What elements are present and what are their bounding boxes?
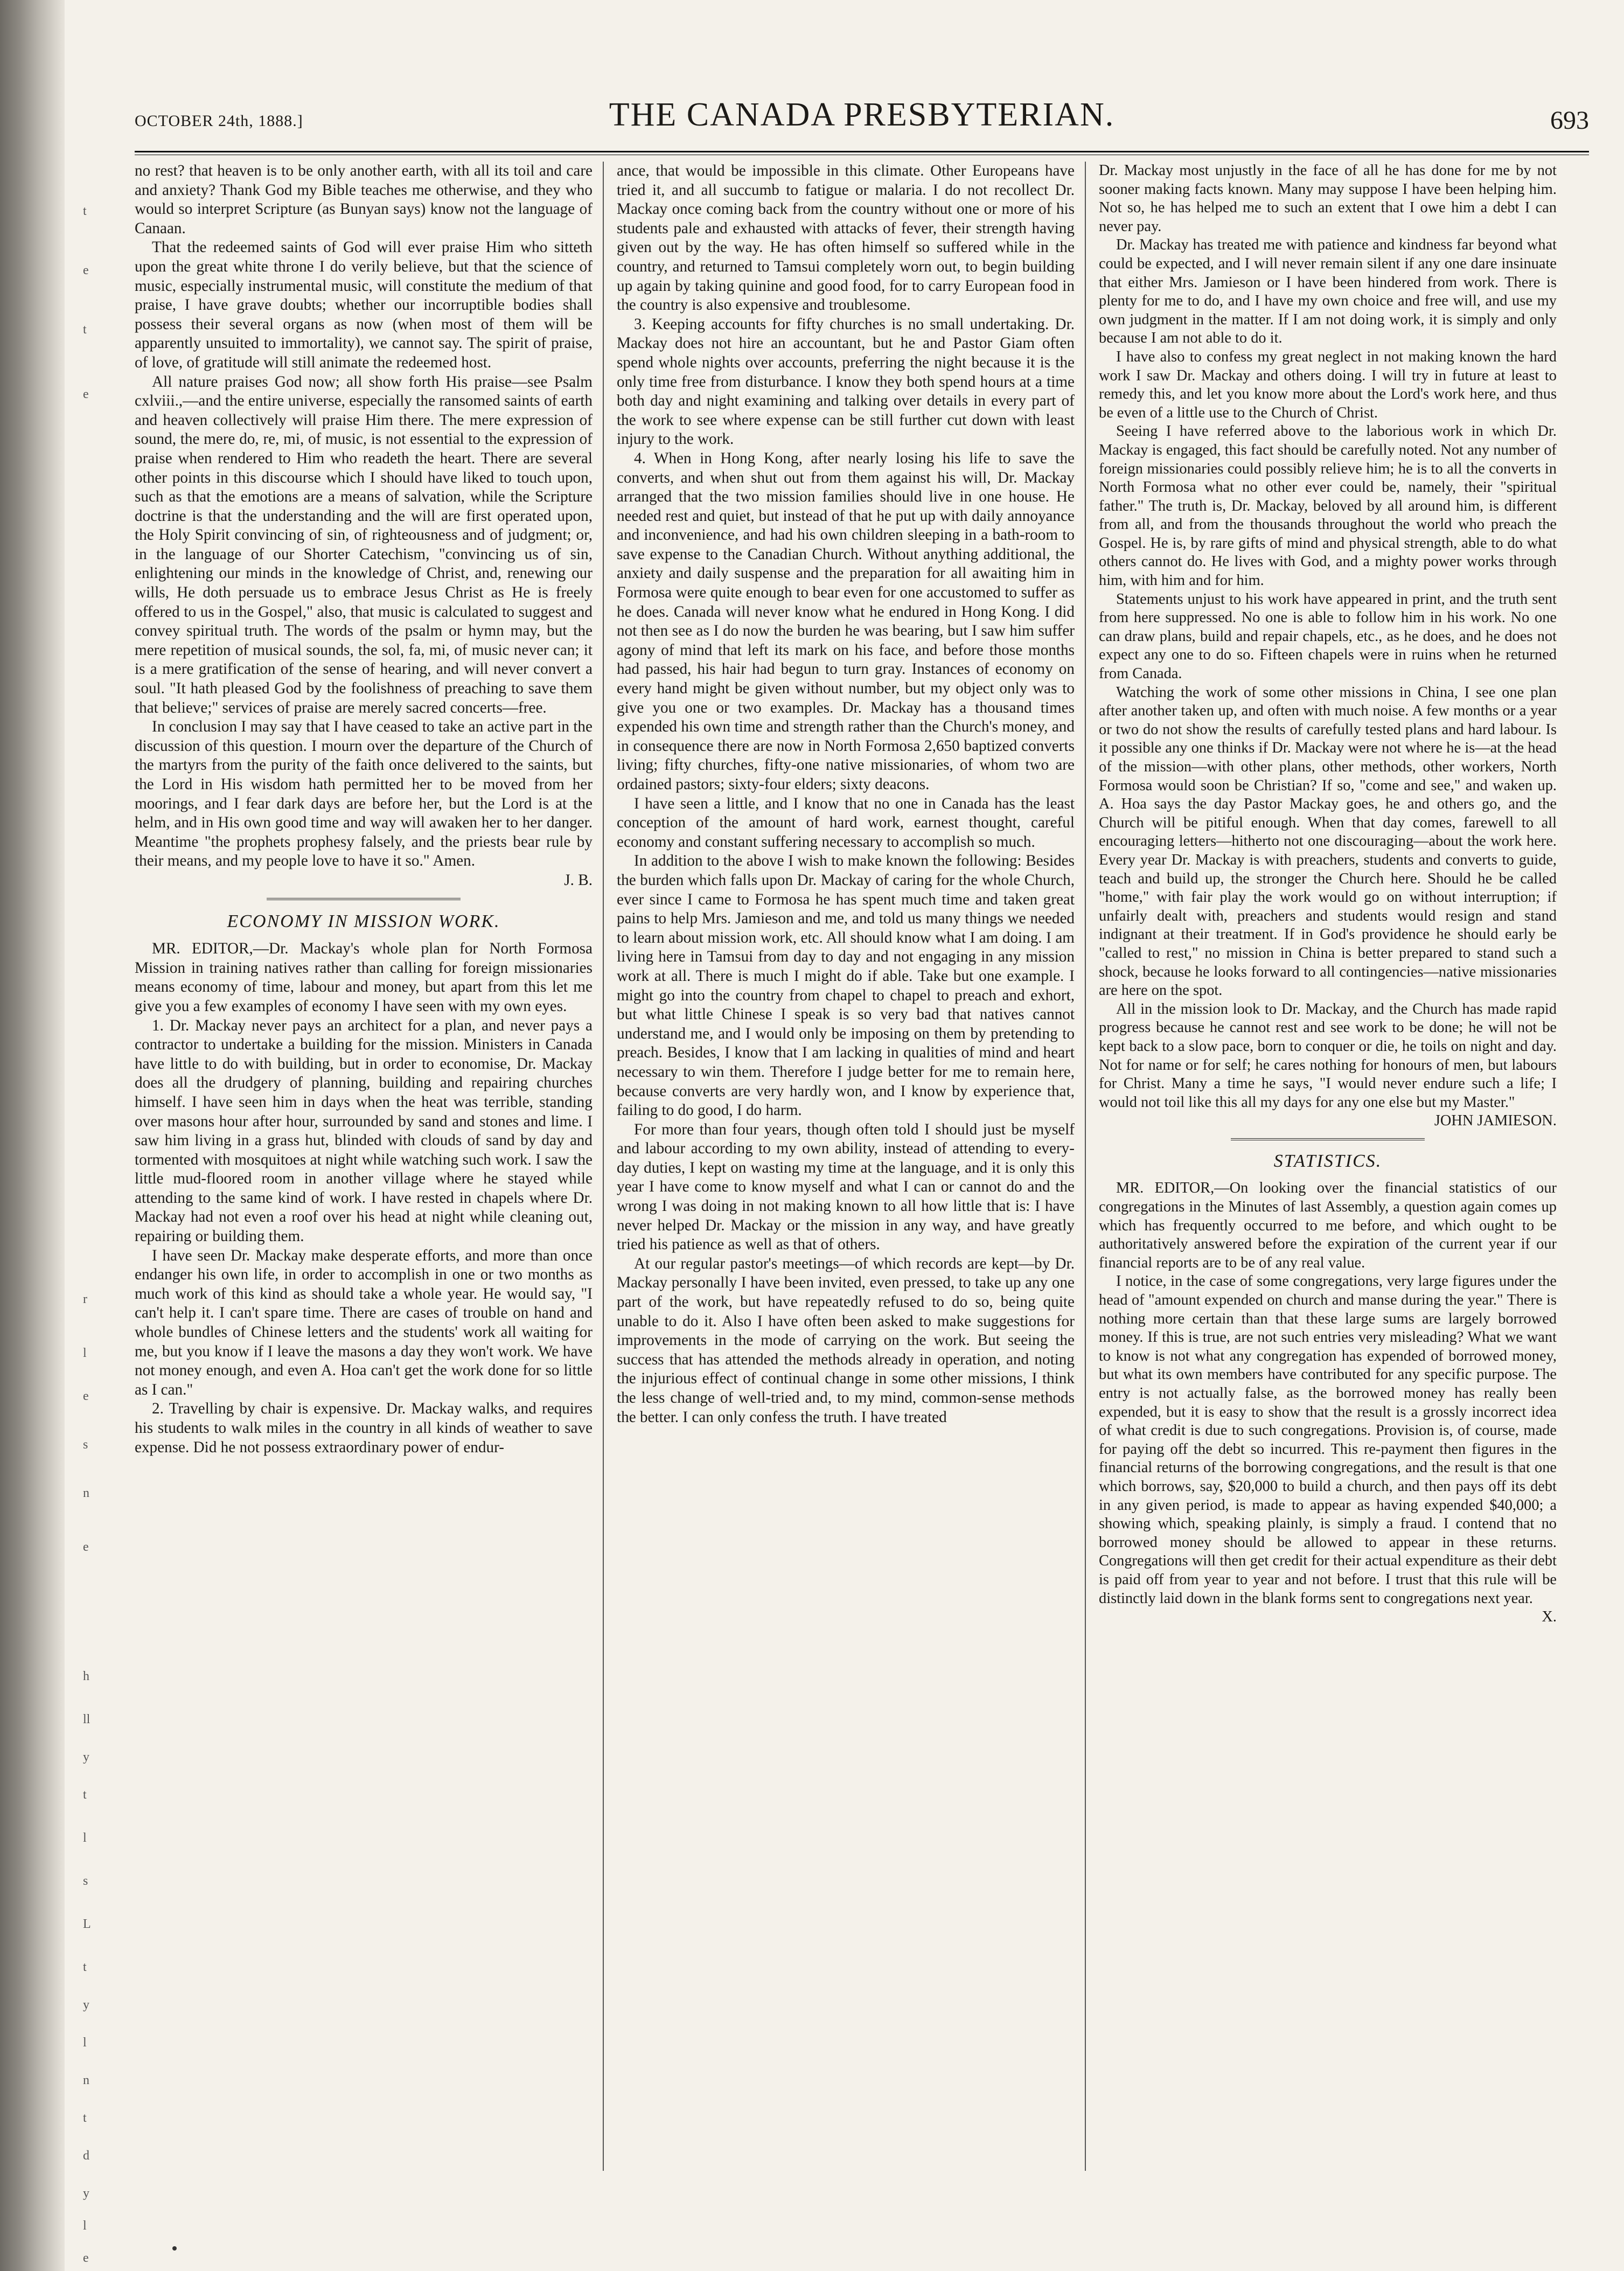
section-rule [267,898,461,900]
page-binding-edge [0,0,65,2271]
column-1 [135,162,593,2176]
paragraph: no rest? that heaven is to be only another earth, with all its toil and care and anxiety? Thank God my Bible teaches me otherwise, and they who would so interpret Scripture (as Bunyan says) know not the language of Canaan. [135,162,593,237]
paragraph: For more than four years, though often told I should just be myself and labour according to my own ability, instead of attending to every-day duties, I kept on wasting my time at the language, and it is only this year I have come to know myself and what I can or cannot do and the wrong I was doing in not making known to all how little that is: I have never helped Dr. Mackay or the mission in any way, and have greatly tried his patience as well as that of others. [617,1120,1075,1253]
issue-date: OCTOBER 24th, 1888.] [135,112,303,130]
margin-letter: d [83,2149,89,2163]
paragraph: In conclusion I may say that I have ceased to take an active part in the discussion of this question. I mourn over the departure of the Church of the martyrs from the purity of the faith once delivered to the saints, but the Lord in His wisdom hath permitted her to be moved from her moorings, and I fear dark days are before her, but the Lord is at the helm, and in His own good time and way will awaken her to her danger. Meantime "the prophets prophesy falsely, and the priests bear rule by their means, and my people love to have it so." Amen. [135,718,593,870]
margin-letter: l [83,1346,87,1360]
paragraph: MR. EDITOR,—On looking over the financial statistics of our congregations in the Minutes of last Assembly, a question again comes up which has frequently occurred to me before, and which ought to be authoritatively answered before the expiration of the current year if our financial reports are to be of any real value. [1099,1180,1557,1271]
margin-letter: n [83,1486,89,1500]
paragraph: I have seen a little, and I know that no one in Canada has the least conception of the amount of hard work, earnest thought, careful economy and constant suffering necessary to accomplish so much. [617,795,1075,851]
column-separator [1085,162,1086,2171]
signature: J. B. [564,871,593,889]
margin-letter: e [83,1389,89,1403]
margin-letter: r [83,1292,87,1306]
margin-letter: l [83,1831,87,1845]
margin-letter: h [83,1669,89,1683]
paragraph: Dr. Mackay has treated me with patience and kindness far beyond what could be expected, and I will never remain silent if any one dare insinuate that either Mrs. Jamieson or I have been hindered from work. There is plenty for me to do, and I have my own choice and free will, and use my own judgment in the matter. If I am not doing work, it is simply and only because I am not able to do it. [1099,236,1557,347]
margin-letter: s [83,1438,88,1452]
margin-letter: y [83,1998,89,2012]
paragraph: I notice, in the case of some congregations, very large figures under the head of "amount expended on church and manse during the year." There is nothing more certain than that these large sums are largely borrowed money. If this is true, are not such entries very misleading? What we want to know is not what any congregation has expended of borrowed money, but what its own members have contributed for any specific purpose. The entry is not actually false, as the borrowed money has really been expended, but it is easy to show that the result is a grossly incorrect idea of what credit is due to such congregations. Provision is, of course, made for paying off the debt so incurred. This re-payment then figures in the financial returns of the borrowing congregations, and the result is that one which borrows, say, $20,000 to build a church, and then pays off its debt in any given period, is made to appear as having expended $40,000; a showing which, speaking plainly, is simply a fraud. I contend that no borrowed money should be allowed to appear in these returns. Congregations will then get credit for their actual expenditure as their debt is paid off from year to year and not before. I trust that this rule will be distinctly laid down in the blank forms sent to congregations next year. [1099,1273,1557,1607]
paragraph: 2. Travelling by chair is expensive. Dr. Mackay walks, and requires his students to walk miles in the country in all kinds of weather to save expense. Did he not possess extraordinary power of endur- [135,1400,593,1456]
section-rule [1231,1138,1425,1140]
margin-letter: L [83,1917,91,1931]
margin-letter: t [83,323,87,337]
paragraph: I have also to confess my great neglect in not making known the hard work I saw Dr. Mackay and others doing. I will try in future at least to remedy this, and let you know more about the Lord's work here, and thus be even of a little use to the Church of Christ. [1099,348,1557,421]
article-heading: ECONOMY IN MISSION WORK. [227,911,500,931]
margin-letter: t [83,1788,87,1802]
paragraph: In addition to the above I wish to make known the following: Besides the burden which falls upon Dr. Mackay of caring for the whole Church, ever since I came to Formosa he has spent much time and taken great pains to help Mrs. Jamieson and me, and told us many things we needed to learn about mission work, etc. All should know what I am doing. I am living here in Tamsui from day to day and not engaging in any mission work at all. There is much I might do if able. Take but one example. I might go into the country from chapel to chapel to preach and exhort, but what little Chinese I speak is so very bad that natives cannot understand me, and I would only be imposing on them by pretending to preach. Besides, I know that I am lacking in qualities of mind and heart necessary to win them. Therefore I judge better for me to remain here, because converts are very hardly won, and I know by experience that, failing to do good, I do harm. [617,852,1075,1119]
margin-letter: e [83,1540,89,1554]
paragraph: Seeing I have referred above to the laborious work in which Dr. Mackay is engaged, this fact should be carefully noted. Not any number of foreign missionaries could possibly relieve him; he is to all the converts in North Formosa what no other ever could be, namely, their "spiritual father." The truth is, Dr. Mackay, beloved by all around him, is different from all, and from the thousands throughout the world who preach the Gospel. He is, by rare gifts of mind and physical strength, able to do what others cannot do. He lives with God, and a mighty power works through him, with him and for him. [1099,423,1557,589]
margin-letter: e [83,263,89,277]
signature: X. [1542,1608,1557,1626]
margin-letter: l [83,2219,87,2233]
margin-letter: t [83,2111,87,2125]
header-rule [135,151,1589,155]
margin-letter: s [83,1874,88,1888]
margin-letters [75,162,135,2265]
newspaper-title: THE CANADA PRESBYTERIAN. [609,96,1115,133]
paragraph: I have seen Dr. Mackay make desperate efforts, and more than once endanger his own life, in order to accomplish in one or two months as much work of this kind as should take a whole year. He would say, "I can't help it. I can't spare time. There are cases of trouble on hand and whole bundles of Chinese letters and the students' work all waiting for me, but you know if I leave the masons a day they won't work. We have not money enough, and even A. Hoa can't get the work done for so little as I can." [135,1246,593,1398]
paragraph: At our regular pastor's meetings—of which records are kept—by Dr. Mackay personally I have been invited, even pressed, to take up any one part of the work, but have repeatedly refused to do so, being quite unable to do it. Also I have often been asked to make suggestions for improvements in the mode of carrying on the work. But seeing the success that has attended the methods already in operation, and noting the injurious effect of continual change in some other missions, I think the less change of well-tried and, to my mind, common-sense methods the better. I can only confess the truth. I have treated [617,1255,1075,1426]
article-heading: STATISTICS. [1273,1151,1382,1171]
margin-letter: e [83,2251,89,2265]
paragraph: 1. Dr. Mackay never pays an architect for a plan, and never pays a contractor to undertake a building for the mission. Ministers in Canada have little to do with building, but in order to economise, Dr. Mackay does all the drudgery of planning, building and repairing churches himself. I have seen him in days when the heat was terrible, standing over masons hour after hour, surrounded by sand and stones and lime. I saw him living in a grass hut, blinded with clouds of sand by day and tormented with mosquitoes at night while watching such work. I saw the little mud-floored room in another village where he stayed while attending to the same kind of work. I have rested in chapels where Dr. Mackay had not even a roof over his head at night while cleaning out, repairing or building them. [135,1016,593,1245]
margin-letter: t [83,1960,87,1974]
signature: JOHN JAMIESON. [1434,1112,1557,1130]
margin-letter: n [83,2073,89,2087]
margin-letter: y [83,1750,89,1764]
ink-speck [172,2246,177,2251]
page-header [135,92,1589,151]
column-3 [1099,162,1557,2176]
paragraph: ance, that would be impossible in this climate. Other Europeans have tried it, and all succumb to fatigue or malaria. I do not recollect Dr. Mackay once coming back from the country without one or more of his students pale and exhausted with attacks of fever, their strength having given out by the way. He has often himself so suffered while in the country, and returned to Tamsui completely worn out, to begin building up again by taking quinine and good food, for to carry European food in the country is also expensive and troublesome. [617,162,1075,314]
paragraph: All nature praises God now; all show forth His praise—see Psalm cxlviii.,—and the entire universe, especially the ransomed saints of earth and heaven collectively will praise Him there. The mere expression of sound, the mere do, re, mi, of music, is not essential to the expression of praise when rendered to Him who readeth the heart. There are several other points in this discourse which I should have liked to touch upon, such as that the emotions are a means of salvation, while the Scripture doctrine is that the understanding and the will are first operated upon, the Holy Spirit convincing of sin, of righteousness and of judgment; or, in the language of our Shorter Catechism, "convincing us of sin, enlightening our minds in the knowledge of Christ, and, renewing our wills, He doth persuade us to embrace Jesus Christ as He is freely offered to us in the Gospel," also, that music is calculated to suggest and convey spiritual truth. The words of the psalm or hymn may, but the mere repetition of musical sounds, the sol, fa, mi, of music never can; it is a mere gratification of the sense of hearing, and will never convert a soul. "It hath pleased God by the foolishness of preaching to save them that believe;" services of praise are merely sacred concerts—free. [135,373,593,716]
margin-letter: ll [83,1712,90,1726]
column-separator [603,162,604,2171]
page-number: 693 [1550,106,1589,135]
margin-letter: y [83,2186,89,2200]
paragraph: That the redeemed saints of God will ever praise Him who sitteth upon the great white throne I do verily believe, but that the science of music, especially instrumental music, will constitute the medium of that praise, I have grave doubts; whether our incorruptible bodies shall possess their several organs as now (when most of them will be apparently unsuited to immortality), we cannot say. The spirit of praise, of love, of gratitude will still animate the redeemed host. [135,239,593,371]
paragraph: Dr. Mackay most unjustly in the face of all he has done for me by not sooner making facts known. Many may suppose I have been helping him. Not so, he has helped me to such an extent that I owe him a debt I can never pay. [1099,162,1557,235]
paragraph: All in the mission look to Dr. Mackay, and the Church has made rapid progress because he cannot rest and see work to be done; he will not be kept back to a slow pace, born to conquer or die, he toils on night and day. Not for name or for self; he cares nothing for honours of men, but labours for Christ. Many a time he says, "I would never endure such a life; I would not toil like this all my days for any one else but my Master." [1099,1000,1557,1111]
paragraph: 4. When in Hong Kong, after nearly losing his life to save the converts, and when shut out from them against his will, Dr. Mackay arranged that the two mission families should live in one house. He needed rest and quiet, but instead of that he put up with daily annoyance and inconvenience, and had his own children sleeping in a bath-room to save expense to the Canadian Church. Without anything additional, the anxiety and daily suspense and the preparation for all awaiting him in Formosa were quite enough to bear even for one accustomed to suffer as he does. Canada will never know what he endured in Hong Kong. I did not then see as I do now the burden he was bearing, but I saw him suffer agony of mind that left its mark on his face, and before those months had passed, his hair had begun to turn gray. Instances of economy on every hand might be given without number, but my object only was to give you one or two examples. Dr. Mackay has a thousand times expended his own time and strength rather than the Church's money, and in consequence there are now in North Formosa 2,650 baptized converts living; fifty churches, fifty-one native missionaries, of whom two are ordained pastors; sixty-four elders; sixty deacons. [617,449,1075,793]
column-2 [617,162,1075,2176]
paragraph: 3. Keeping accounts for fifty churches is no small undertaking. Dr. Mackay does not hire an accountant, but he and Pastor Giam often spend whole nights over accounts, preferring the night because it is the only time free from disturbance. I know they both spend hours at a time both day and night examining and talking over details in every part of the work to see where expense can be still further cut down with least injury to the work. [617,315,1075,448]
paragraph: Watching the work of some other missions in China, I see one plan after another taken up, and often with much noise. A few months or a year or two do not show the results of carefully tested plans and hard labour. Is it possible any one thinks if Dr. Mackay were not where he is—at the head of the mission—with other plans, other methods, other workers, North Formosa would soon be Christian? If so, "come and see," and waken up. A. Hoa says the day Pastor Mackay goes, he and others go, and the Church will be pitiful enough. When that day comes, farewell to all encouraging letters—hitherto not one discouraging—about the work here. Every year Dr. Mackay is with preachers, students and converts to guide, teach and build up, the stronger the Church here. Should he be called "home," with fair play the work would go on without interruption; if unfairly dealt with, preachers and students would resign and stand indignant at their treatment. If in God's providence he should early be "called to rest," no mission in China is better prepared to stand such a shock, because he looks forward to all contingencies—native missionaries are here on the spot. [1099,684,1557,999]
margin-letter: e [83,387,89,401]
paragraph: Statements unjust to his work have appeared in print, and the truth sent from here suppressed. No one is able to follow him in his work. No one can draw plans, build and repair chapels, etc., as he does, and he does not expect any one to do so. Fifteen chapels were in ruins when he returned from Canada. [1099,590,1557,682]
paragraph: MR. EDITOR,—Dr. Mackay's whole plan for North Formosa Mission in training natives rather than calling for foreign missionaries means economy of time, labour and money, but apart from this let me give you a few examples of economy I have seen with my own eyes. [135,940,593,1015]
margin-letter: t [83,204,87,218]
margin-letter: l [83,2036,87,2050]
